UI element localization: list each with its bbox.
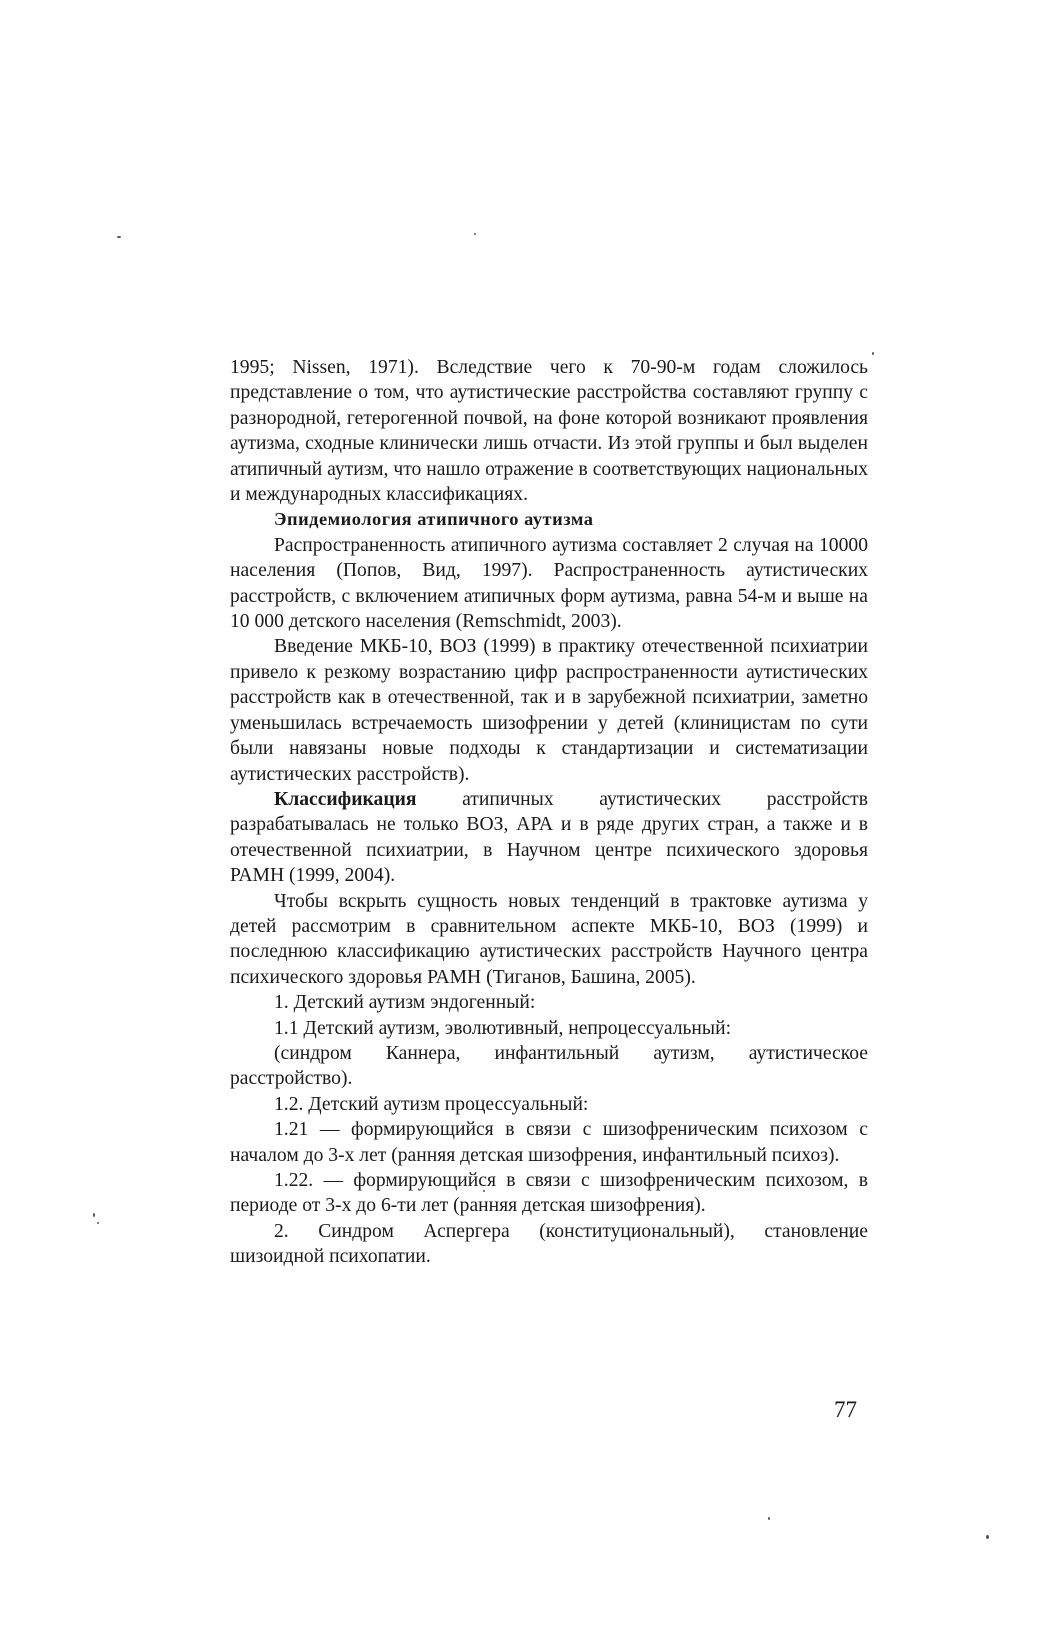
list-item: (синдром Каннера, инфантильный аутизм, аутистическое расстройство).	[230, 1042, 868, 1090]
list-item: 1.22. — формирующийся в связи с шизофреническим психозом, в периоде от 3-х до 6-ти лет (ранняя детская шизофрения).	[230, 1170, 868, 1217]
list-item: 1.1 Детский аутизм, эволютивный, непроцессуальный:	[274, 1017, 732, 1039]
scan-speck	[986, 1535, 989, 1539]
classification-lead: Классификация	[274, 788, 417, 810]
list-item: 1.2. Детский аутизм процессуальный:	[274, 1093, 589, 1115]
list-item: 1.21 — формирующийся в связи с шизофреническим психозом с началом до 3-х лет (ранняя детская шизофрения, инфантильный психоз).	[230, 1119, 868, 1166]
epidemiology-paragraph: Введение МКБ-10, ВОЗ (1999) в практику отечественной психиатрии привело к резкому возрастанию цифр распространенности аутистических расстройств как в отечественной, так и в зарубежной психиатрии, заметно уменьшилась встречаемость шизофрении у детей (клиницистам по сути были навязаны новые подходы к стандартизации и систематизации аутистических расстройств).	[230, 636, 868, 785]
page-number: 77	[834, 1397, 857, 1422]
scan-speck	[93, 1213, 95, 1217]
list-item: 1. Детский аутизм эндогенный:	[274, 992, 536, 1014]
classification-paragraph	[230, 787, 868, 889]
epidemiology-paragraph: Распространенность атипичного аутизма составляет 2 случая на 10000 населения (Попов, Вид, 1997). Распространенность аутистических расстройств, с включением атипичных форм аутизма, равна 54-м и выше на 10 000 детского населения (Remschmidt, 2003).	[230, 534, 868, 633]
body-text	[230, 355, 868, 1270]
scan-speck	[117, 236, 121, 238]
intro-paragraph: 1995; Nissen, 1971). Вследствие чего к 70-90-м годам сложилось представление о том, что аутистические расстройства составляют группу с разнородной, гетерогенной почвой, на фоне которой возникают проявления аутизма, сходные клинически лишь отчасти. Из этой группы и был выделен атипичный аутизм, что нашло отражение в соответствующих национальных и международных классификациях.	[230, 357, 868, 506]
scan-speck	[97, 1222, 99, 1224]
list-item: 2. Синдром Аспергера (конституциональный), становление шизоидной психопатии.	[230, 1220, 868, 1268]
scan-speck	[872, 352, 874, 355]
scan-speck	[474, 233, 476, 235]
classification-rest: атипичных аутистических расстройств разрабатывалась не только ВОЗ, АРА и в ряде других стран, а также и в отечественной психиатрии, в Научном центре психического здоровья РАМН (1999, 2004).	[230, 788, 868, 887]
section-heading: Эпидемиология атипичного аутизма	[274, 509, 594, 530]
comparison-paragraph: Чтобы вскрыть сущность новых тенденций в трактовке аутизма у детей рассмотрим в сравнительном аспекте МКБ-10, ВОЗ (1999) и последнюю классификацию аутистических расстройств Научного центра психического здоровья РАМН (Тиганов, Башина, 2005).	[230, 890, 868, 988]
scan-speck	[768, 1517, 770, 1520]
